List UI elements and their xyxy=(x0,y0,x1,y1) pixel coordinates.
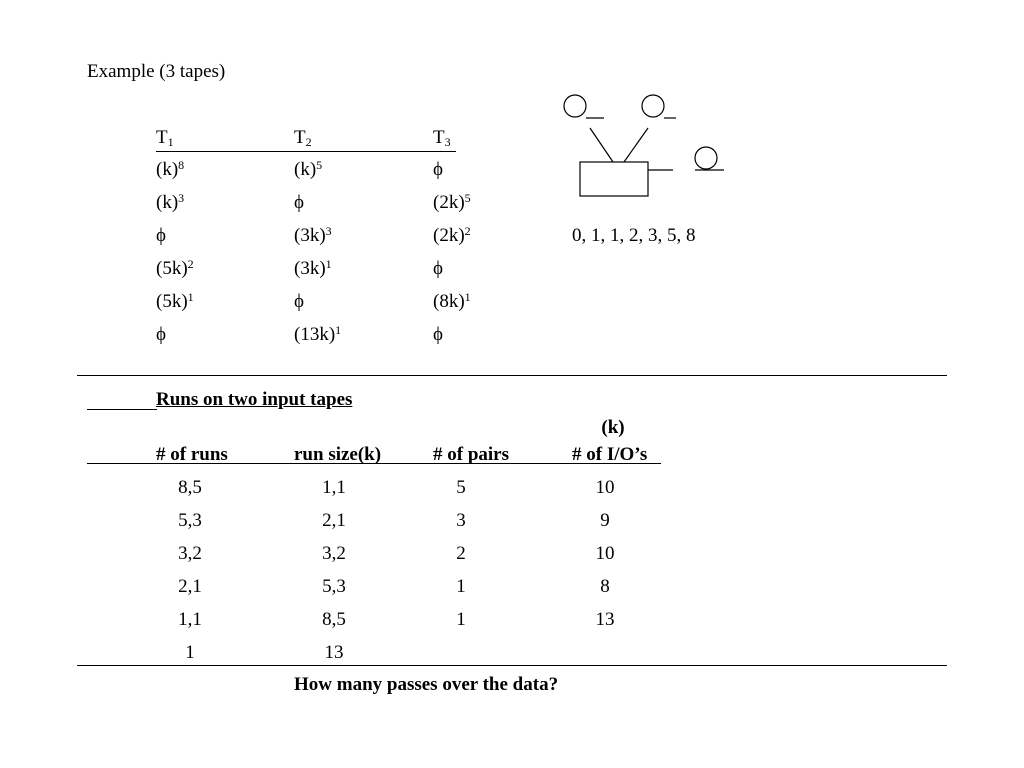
runs-cell-num-runs: 5,3 xyxy=(178,510,202,531)
tape-cell-value: ϕ xyxy=(433,258,444,279)
header-run-size: run size(k) xyxy=(294,444,382,465)
runs-cell-run-size: 1,1 xyxy=(322,477,346,498)
runs-cell-run-size: 5,3 xyxy=(322,576,346,597)
tape-cell-value: ϕ xyxy=(294,291,305,312)
runs-unit-note: (k) xyxy=(601,417,625,438)
runs-cell-num-ios: 10 xyxy=(595,543,615,564)
runs-cell-num-runs: 8,5 xyxy=(178,477,202,498)
input-tape-reel-2-icon xyxy=(642,95,664,117)
runs-cell-num-pairs: 3 xyxy=(456,510,466,531)
header-num-runs: # of runs xyxy=(156,444,228,465)
runs-cell-num-runs: 2,1 xyxy=(178,576,202,597)
tape-cell-value: (k) xyxy=(156,192,179,213)
tape-cell-exponent: 5 xyxy=(316,158,323,172)
runs-cell-num-pairs: 2 xyxy=(456,543,466,564)
runs-cell-run-size: 3,2 xyxy=(322,543,346,564)
tape-cell-value: (2k) xyxy=(433,192,465,213)
runs-title-leader xyxy=(87,409,157,410)
tape-cell-value: ϕ xyxy=(294,192,305,213)
divider-top xyxy=(77,375,947,376)
runs-cell-run-size: 8,5 xyxy=(322,609,346,630)
runs-cell-num-runs: 1,1 xyxy=(178,609,202,630)
runs-cell-num-pairs: 1 xyxy=(456,576,466,597)
tape-cell-value: ϕ xyxy=(433,324,444,345)
tape-cell-exponent: 3 xyxy=(178,191,185,205)
tape-cell-value: ϕ xyxy=(433,159,444,180)
fibonacci-sequence: 0, 1, 1, 2, 3, 5, 8 xyxy=(572,225,696,246)
header-num-pairs: # of pairs xyxy=(433,444,509,465)
question-text: How many passes over the data? xyxy=(294,674,559,695)
tape-cell-value: (3k) xyxy=(294,258,326,279)
runs-cell-num-pairs: 5 xyxy=(456,477,466,498)
output-tape-reel-icon xyxy=(695,147,717,169)
tape-cell-value: (2k) xyxy=(433,225,465,246)
tape-cell-value: (k) xyxy=(294,159,317,180)
page-title: Example (3 tapes) xyxy=(87,61,226,82)
runs-cell-run-size: 13 xyxy=(324,642,344,663)
tape-cell-value: (5k) xyxy=(156,291,188,312)
runs-cell-num-ios: 10 xyxy=(595,477,615,498)
tape-header-t1: $T_1$ xyxy=(156,127,174,149)
tape-cell-value: (3k) xyxy=(294,225,326,246)
tape-cell-exponent: 8 xyxy=(178,158,185,172)
processor-box xyxy=(580,162,648,196)
tape-cell-value: ϕ xyxy=(156,324,167,345)
tape-cell-exponent: 5 xyxy=(464,191,471,205)
tape-cell-exponent: 1 xyxy=(335,323,342,337)
runs-cell-run-size: 2,1 xyxy=(322,510,346,531)
runs-cell-num-ios: 8 xyxy=(600,576,610,597)
runs-cell-num-runs: 3,2 xyxy=(178,543,202,564)
runs-cell-num-ios: 9 xyxy=(600,510,610,531)
tape-cell-exponent: 1 xyxy=(187,290,194,304)
tape-cell-exponent: 2 xyxy=(464,224,471,238)
runs-cell-num-pairs: 1 xyxy=(456,609,466,630)
tape-cell-exponent: 2 xyxy=(187,257,194,271)
tape-cell-value: (13k) xyxy=(294,324,336,345)
tape-cell-value: (5k) xyxy=(156,258,188,279)
tape-cell-value: (k) xyxy=(156,159,179,180)
divider-bottom xyxy=(77,665,947,666)
tape-cell-exponent: 3 xyxy=(325,224,332,238)
tape-cell-value: (8k) xyxy=(433,291,465,312)
runs-cell-num-runs: 1 xyxy=(185,642,195,663)
runs-cell-num-ios: 13 xyxy=(595,609,615,630)
tape-header-t2: $T_2$ xyxy=(294,127,312,149)
tape-cell-exponent: 1 xyxy=(464,290,471,304)
tape-cell-exponent: 1 xyxy=(325,257,332,271)
header-num-ios: # of I/O’s xyxy=(572,444,648,465)
runs-table-title: Runs on two input tapes xyxy=(156,389,353,410)
tape-cell-value: ϕ xyxy=(156,225,167,246)
input-tape-reel-1-icon xyxy=(564,95,586,117)
tape-header-t3: $T_3$ xyxy=(433,127,451,149)
